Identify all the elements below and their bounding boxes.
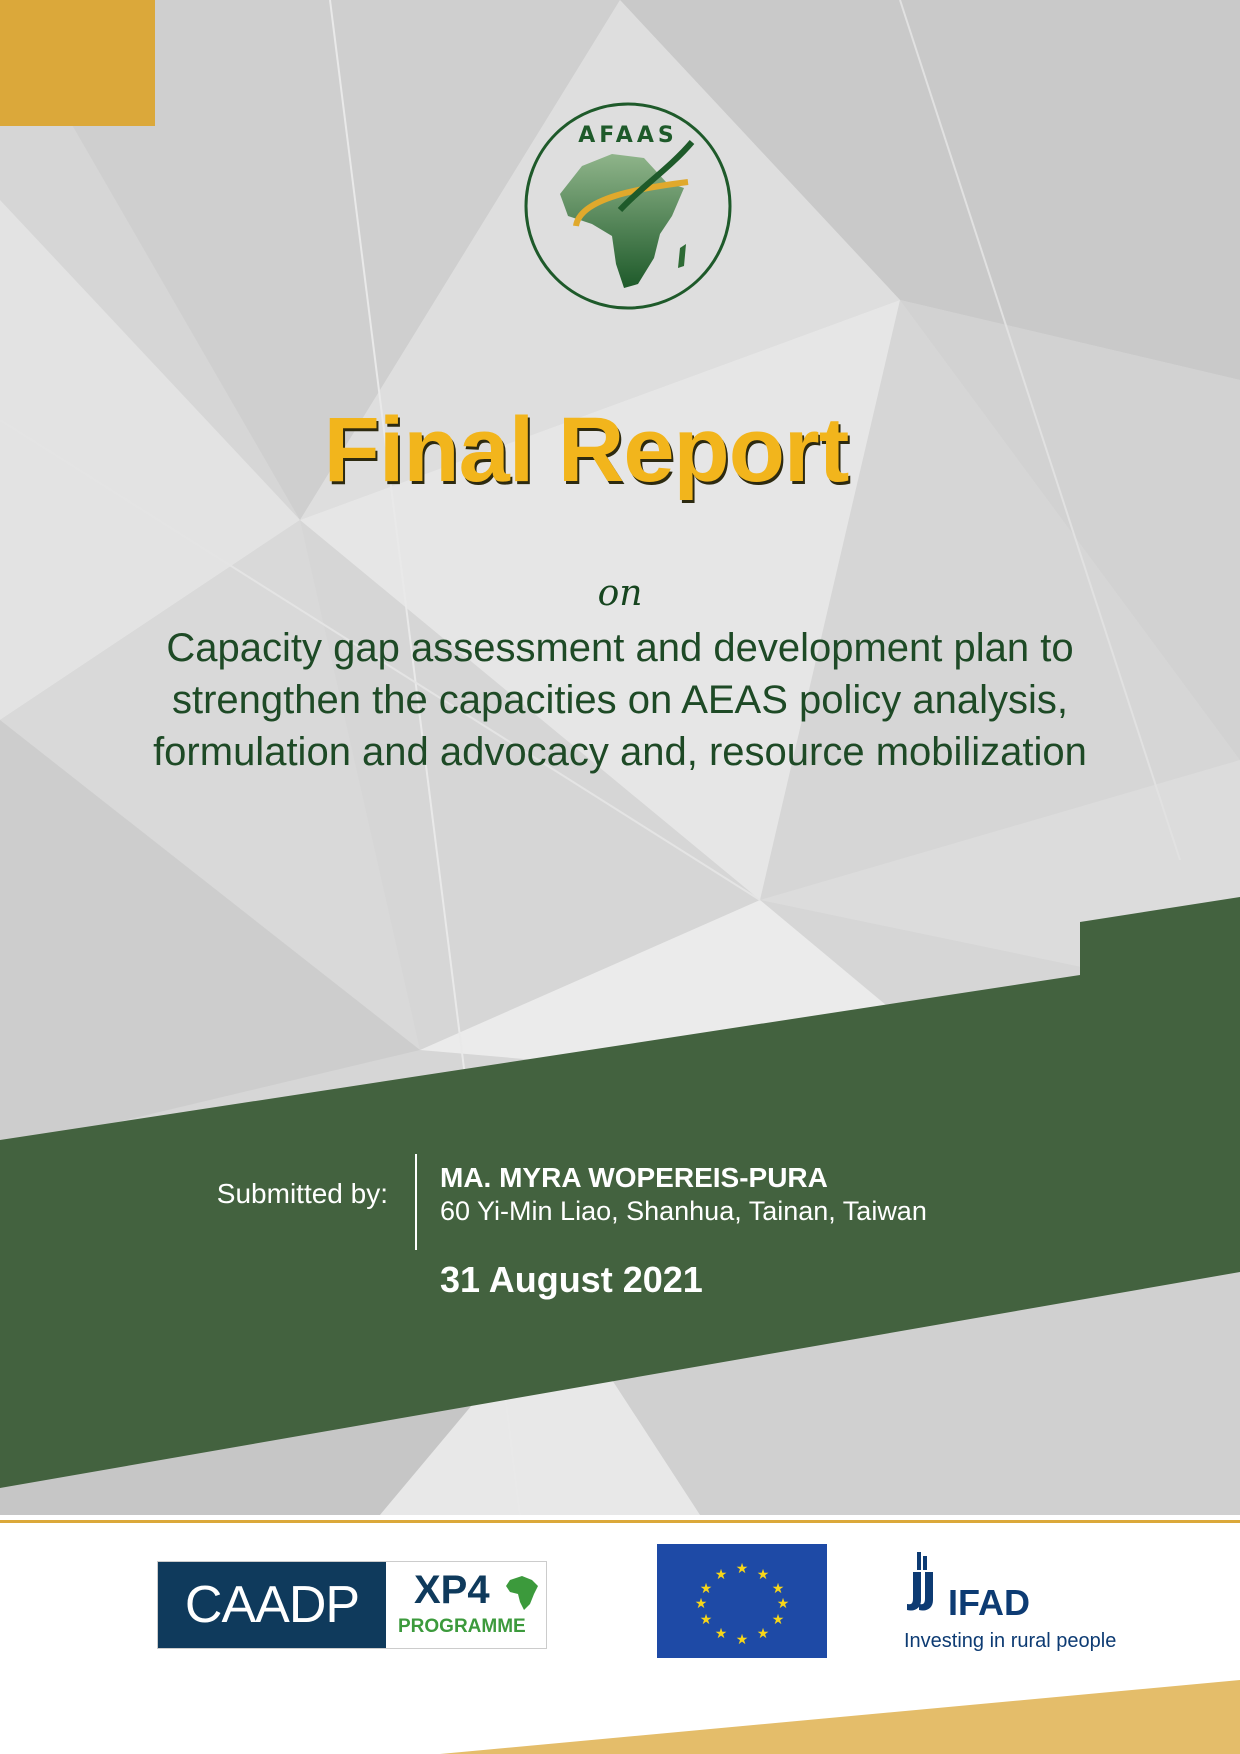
submitted-by-label: Submitted by: <box>216 1178 388 1209</box>
eu-flag-icon <box>657 1544 827 1658</box>
svg-text:★: ★ <box>756 1626 770 1642</box>
caadp-wordmark: CAADP <box>158 1562 386 1648</box>
svg-text:★: ★ <box>699 1612 713 1628</box>
submission-divider <box>415 1154 417 1250</box>
svg-text:★: ★ <box>735 1561 749 1577</box>
afaas-logo-text: AFAAS <box>578 123 678 148</box>
africa-map-icon <box>502 1570 544 1612</box>
report-title: Final Report <box>323 399 849 501</box>
svg-text:★: ★ <box>756 1567 770 1583</box>
svg-text:★: ★ <box>771 1612 785 1628</box>
report-date: 31 August 2021 <box>440 1259 703 1300</box>
svg-text:★: ★ <box>776 1596 790 1612</box>
ifad-emblem-icon <box>903 1550 949 1614</box>
caadp-xp4-label: XP4 <box>414 1568 490 1612</box>
ifad-tagline: Investing in rural people <box>904 1630 1117 1652</box>
corner-accent <box>0 0 155 126</box>
svg-text:★: ★ <box>714 1626 728 1642</box>
title-connector: on <box>597 573 643 614</box>
author-address: 60 Yi-Min Liao, Shanhua, Tainan, Taiwan <box>440 1196 927 1226</box>
caadp-programme-label: PROGRAMME <box>398 1616 526 1637</box>
svg-text:★: ★ <box>735 1632 749 1648</box>
afaas-logo <box>520 98 736 314</box>
svg-text:★: ★ <box>714 1567 728 1583</box>
caadp-xp4-logo <box>157 1561 547 1649</box>
author-name: MA. MYRA WOPEREIS-PURA <box>440 1162 828 1193</box>
svg-text:★: ★ <box>771 1581 785 1597</box>
report-subtitle: Capacity gap assessment and development plan to strengthen the capacities on AEAS policy analysis, formulation and advocacy and, resource mobilization <box>153 626 1087 774</box>
footer-divider <box>0 1520 1240 1523</box>
ifad-wordmark: IFAD <box>948 1582 1031 1623</box>
svg-text:★: ★ <box>699 1581 713 1597</box>
svg-text:★: ★ <box>694 1596 708 1612</box>
